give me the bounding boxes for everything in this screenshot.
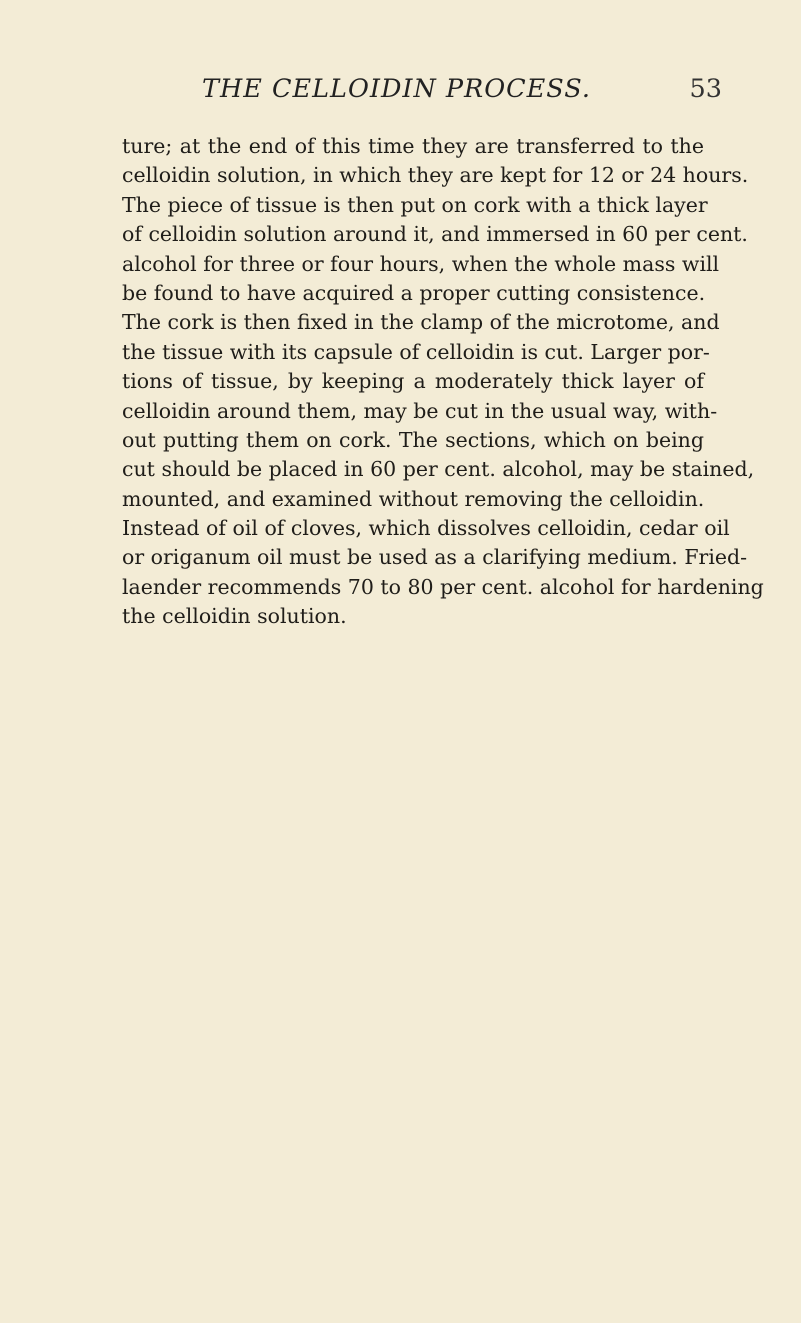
text-line: the celloidin solution. bbox=[122, 604, 347, 629]
text-line: of celloidin solution around it, and immersed in 60 per cent. bbox=[122, 222, 748, 247]
text-line: tions of tissue, by keeping a moderately thick layer of bbox=[122, 369, 704, 394]
text-line: cut should be placed in 60 per cent. alcohol, may be stained, bbox=[122, 457, 755, 482]
text-line: the tissue with its capsule of celloidin is cut. Larger por- bbox=[122, 339, 710, 364]
text-line: Instead of oil of cloves, which dissolves celloidin, cedar oil bbox=[122, 516, 730, 541]
text-line: alcohol for three or four hours, when the whole mass will bbox=[122, 251, 720, 276]
text-line: out putting them on cork. The sections, which on being bbox=[122, 427, 704, 452]
text-line: or origanum oil must be used as a clarifying medium. Fried- bbox=[122, 545, 748, 570]
text-line: mounted, and examined without removing the celloidin. bbox=[122, 486, 705, 511]
text-line: ture; at the end of this time they are transferred to the bbox=[122, 134, 704, 158]
text-line: be found to have acquired a proper cutting consistence. bbox=[122, 280, 706, 305]
body-text bbox=[122, 132, 764, 752]
text-line: celloidin solution, in which they are kept for 12 or 24 hours. bbox=[122, 163, 749, 188]
text-line: The cork is then fixed in the clamp of the microtome, and bbox=[122, 310, 720, 335]
page-number: 53 bbox=[689, 74, 722, 104]
running-header bbox=[120, 74, 720, 114]
running-title: THE CELLOIDIN PROCESS. bbox=[202, 74, 591, 104]
text-line: laender recommends 70 to 80 per cent. alcohol for hardening bbox=[122, 574, 764, 599]
text-line: The piece of tissue is then put on cork with a thick layer bbox=[122, 192, 708, 217]
text-line: celloidin around them, may be cut in the usual way, with- bbox=[122, 398, 718, 423]
